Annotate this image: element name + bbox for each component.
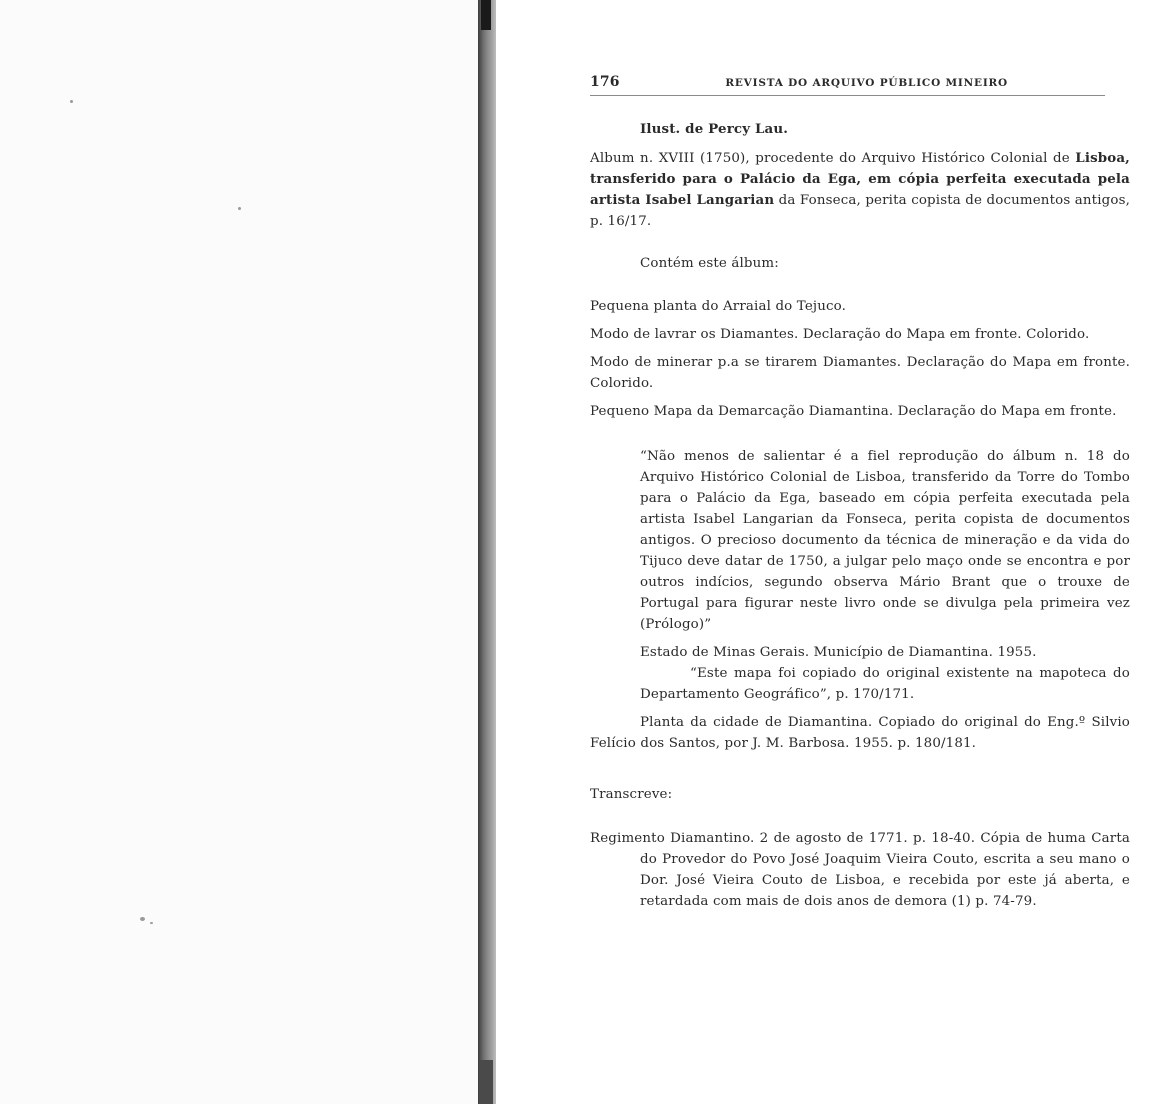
paper-speck	[140, 917, 145, 921]
gutter-shadow-bottom	[479, 1060, 493, 1104]
city-plan-entry: Planta da cidade de Diamantina. Copiado do original do Eng.º Silvio Felício dos Santos, por J. M. Barbosa. 1955. p. 180/181.	[590, 715, 1130, 751]
prologue-quote: “Não menos de salientar é a fiel reprodução do álbum n. 18 do Arquivo Histórico Colonial de Lisboa, transferido da Torre do Tombo para o Palácio da Ega, baseado em cópia perfeita executada pela artista Isabel Langarian da Fonseca, perita copista de documentos antigos. O precioso documento da técnica de mineração e da vida do Tijuco deve datar de 1750, a julgar pelo maço onde se encontra e por outros indícios, segundo observa Mário Brant que o trouxe de Portugal para figurar neste livro onde se divulga pela primeira vez (Prólogo)”	[640, 449, 1130, 632]
album-item: Pequena planta do Arraial do Tejuco.	[590, 299, 847, 314]
left-blank-page	[0, 0, 478, 1104]
running-head: REVISTA DO ARQUIVO PÚBLICO MINEIRO	[725, 77, 1008, 89]
album-description	[590, 148, 1130, 232]
page-header	[590, 72, 1130, 94]
album-description-tail: da Fonseca, perita copista de documentos antigos, p. 16/17.	[590, 193, 1130, 229]
state-map-note: “Este mapa foi copiado do original existente na mapoteca do Departamento Geográfico”, p. 170/171.	[640, 666, 1130, 702]
right-page	[590, 72, 1130, 912]
contains-heading: Contém este álbum:	[640, 256, 779, 271]
state-map-entry: Estado de Minas Gerais. Município de Diamantina. 1955.	[640, 645, 1037, 660]
regimento-entry: Regimento Diamantino. 2 de agosto de 1771. p. 18-40. Cópia de huma Carta do Provedor do Povo José Joaquim Vieira Couto, escrita a seu mano o Dor. José Vieira Couto de Lisboa, e recebida por este já aberta, e retardada com mais de dois anos de demora (1) p. 74-79.	[590, 831, 1130, 909]
book-gutter	[478, 0, 496, 1104]
illustration-credit: Ilust. de Percy Lau.	[640, 121, 789, 137]
gutter-shadow-top	[481, 0, 491, 30]
album-item: Modo de minerar p.a se tirarem Diamantes. Declaração do Mapa em fronte. Colorido.	[590, 355, 1130, 391]
transcribes-heading: Transcreve:	[590, 787, 673, 802]
album-item: Pequeno Mapa da Demarcação Diamantina. Declaração do Mapa em fronte.	[590, 404, 1117, 419]
paper-speck	[150, 922, 153, 924]
album-description-lead: Album n. XVIII (1750), procedente do Arquivo Histórico Colonial de	[590, 151, 1076, 166]
paper-speck	[238, 207, 241, 210]
album-item: Modo de lavrar os Diamantes. Declaração do Mapa em fronte. Colorido.	[590, 327, 1090, 342]
paper-speck	[70, 100, 73, 103]
page-number: 176	[590, 74, 620, 90]
header-rule	[590, 95, 1105, 96]
album-description-bold: Lisboa, transferido para o Palácio da Ega, em cópia perfeita executada pela artista Isabel Langarian	[590, 150, 1130, 208]
